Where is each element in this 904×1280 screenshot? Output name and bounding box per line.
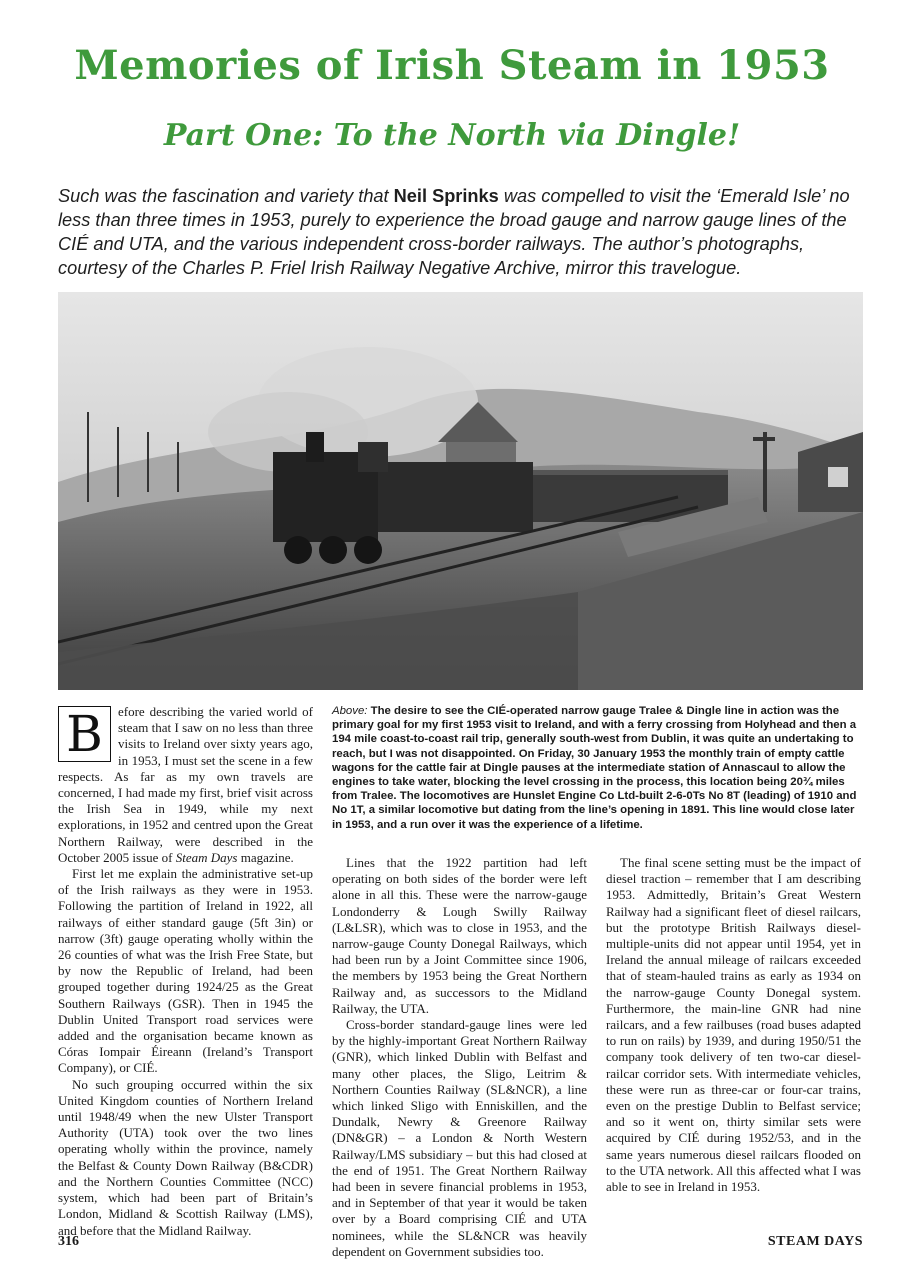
author-name: Neil Sprinks [393,186,499,206]
drop-cap: B [58,706,111,762]
photo-caption [332,704,862,832]
standfirst-rest: was compelled to visit the ‘Emerald Isle’ no less than three times in 1953, purely to experience the broad gauge and narrow gauge lines of the CIÉ and UTA, and the various independent cross-border railways. The author’s photographs, courtesy of the Charles P. Friel Irish Railway Negative Archive, mirror this travelogue. [58,186,850,278]
body-paragraph: Cross-border standard-gauge lines were led by the highly-important Great Northern Railway (GNR), which linked Dublin with Belfast and many other places, the Sligo, Leitrim & Northern Counties Railway (SL&NCR), a line which linked Sligo with Enniskillen, and the Dundalk, Newry & Greenore Railway (DN&GR) – a London & North Western Railway/LMS subsidiary – but this had closed at the end of 1951. The Great Northern Railway had been in severe financial problems in 1953, and in September of that year it would be taken over by a Board comprising CIÉ and UTA nominees, while the SL&NCR was heavily dependent on Government subsidies too. [332,1017,587,1259]
magazine-name: STEAM DAYS [767,1234,863,1249]
page-number: 316 [58,1234,79,1249]
caption-lead: Above: [332,705,371,717]
standfirst [58,184,870,280]
body-column-3 [606,855,861,1195]
locomotive-photo [58,292,863,690]
body-column-1 [58,704,313,1239]
body-paragraph: Lines that the 1922 partition had left operating on both sides of the border were left alone in all this. These were the narrow-gauge Londonderry & Lough Swilly Railway (L&LSR), which was to close in 1953, and the narrow-gauge County Donegal Railways, which had been run by a Joint Committee since 1906, the members by 1953 being the Great Northern Railway and, as successors to the Midland Railway, the UTA. [332,855,587,1016]
body-paragraph [58,704,313,866]
body-column-2 [332,855,587,1260]
standfirst-lead: Such was the fascination and variety that [58,186,394,206]
body-paragraph: The final scene setting must be the impact of diesel traction – remember that I am describing 1953. Admittedly, Britain’s Great Western Railway had a significant fleet of diesel railcars, but the prototype British Railways diesel-multiple-units did not appear until 1954, yet in Ireland the annual mileage of railcars exceeded that of steam-hauled trains as early as 1934 on the narrow-gauge County Donegal system. Furthermore, the main-line GNR had nine railcars, and a few railbuses (road buses adapted to run on rails) by 1939, and during 1950/51 the company took delivery of ten two-car diesel-railcar corridor sets. With intermediate vehicles, these were run as three-car or four-car trains, even on the prestige Dublin to Belfast service; and so it went on, thirty similar sets were acquired by CIÉ during 1952/53, and in the same years numerous diesel railcars flooded on to the UTA network. All this affected what I was able to see in Ireland in 1953. [606,855,861,1195]
body-paragraph: No such grouping occurred within the six United Kingdom counties of Northern Ireland until 1948/49 when the new Ulster Transport Authority (UTA) took over the two lines operating wholly within the province, namely the Belfast & County Down Railway (B&CDR) and the Northern Counties Committee (NCC) system, which had been part of Britain’s London, Midland & Scottish Railway (LMS), and before that the Midland Railway. [58,1076,313,1238]
caption-text: The desire to see the CIÉ-operated narrow gauge Tralee & Dingle line in action was the primary goal for my first 1953 visit to Ireland, and with a ferry crossing from Holyhead and then a 194 mile coast-to-coast rail trip, generally south-west from Dublin, it was quite an undertaking to reach, but I was not disappointed. On Friday, 30 January 1953 the monthly train of empty cattle wagons for the cattle fair at Dingle pauses at the intermediate station of Annascaul to allow the engines to take water, blocking the level crossing in the process, this location being 20¾ miles from Tralee. The locomotives are Hunslet Engine Co Ltd-built 2-6-0Ts No 8T (leading) of 1910 and No 1T, a similar locomotive but dating from the line’s opening in 1891. This line would close later in 1953, and a run over it was the experience of a lifetime. [332,705,857,831]
paragraph-text: magazine. [237,849,294,865]
article-subtitle: Part One: To the North via Dingle! [163,118,741,153]
article-title: Memories of Irish Steam in 1953 [74,42,830,89]
body-paragraph: First let me explain the administrative set-up of the Irish railways as they were in 1953. Following the partition of Ireland in 1922, all railways of either standard gauge (5ft 3in) or narrow (3ft) gauge operating wholly within the 26 counties of what was the Irish Free State, but by now the Republic of Ireland, had been grouped together during 1924/25 as the Great Southern Railways (GSR). Then in 1945 the Dublin United Transport road services were added and the organisation became known as Córas Iompair Éireann (Ireland’s Transport Company), or CIÉ. [58,866,313,1076]
paragraph-text: efore describing the varied world of steam that I saw on no less than three visits to Ireland over sixty years ago, in 1953, I must set the scene in a few respects. As far as my own travels are concerned, I had made my first, brief visit across the Irish Sea in 1949, while my next explorations, in 1952 and centred upon the Great Northern Railway, were described in the October 2005 issue of [58,704,313,865]
magazine-reference: Steam Days [175,849,238,865]
